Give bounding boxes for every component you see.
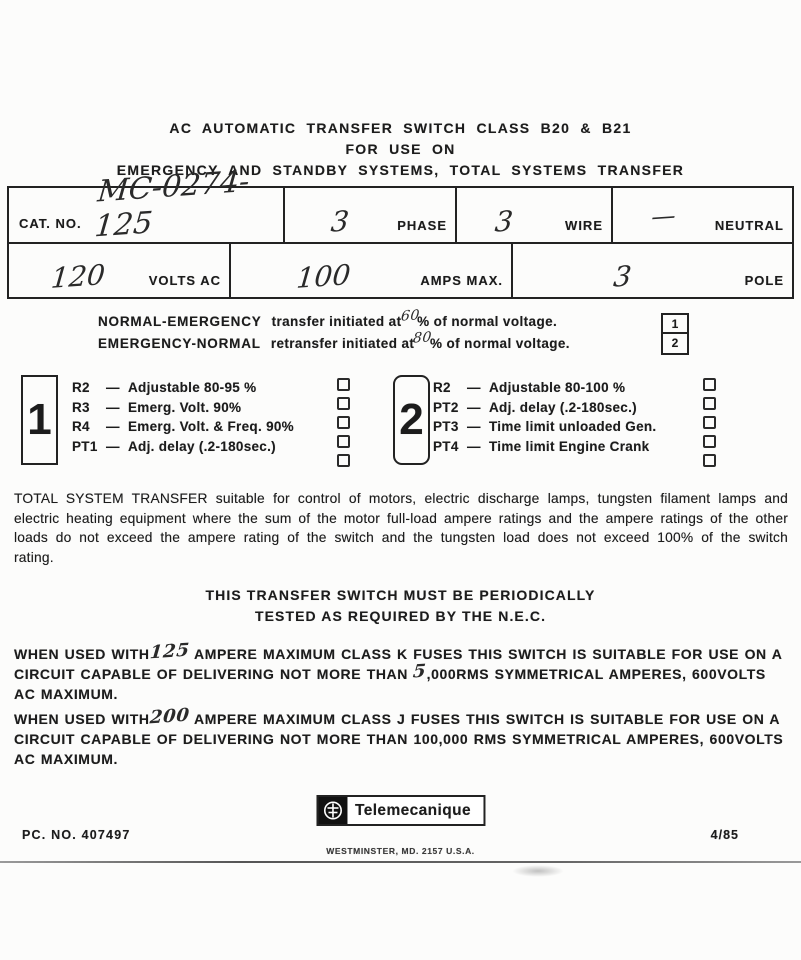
option-dash: —: [106, 438, 120, 454]
amps-value: 100: [295, 258, 352, 295]
title-line-2: FOR USE ON: [345, 141, 456, 157]
scan-smudge: [512, 865, 564, 877]
checkbox-icon: [337, 397, 350, 410]
reference-box-1: 1: [663, 315, 687, 334]
pole-label: POLE: [744, 273, 784, 288]
class-k-rms-value: 5: [412, 660, 428, 683]
volts-label: VOLTS AC: [148, 273, 221, 288]
transfer-suffix-text: % of normal voltage.: [417, 314, 558, 329]
option-code: R4: [72, 419, 90, 434]
class-j-mid: AMPERE MAXIMUM CLASS J FUSES THIS SWITCH IS SUITABLE FOR USE ON A CIRCUIT CAPABLE OF DELIVERING NOT MORE THAN 100,000 RMS SYMMETRICAL AMPERES, 600VOLTS AC MAXIMUM.: [14, 711, 784, 767]
emergency-normal-line: [98, 329, 570, 355]
bottom-rule: [0, 861, 801, 863]
wire-value: 3: [493, 204, 515, 239]
transfer-percent-value: 60: [399, 307, 420, 325]
class-k-pre: WHEN USED WITH: [14, 646, 150, 662]
option-code: PT4: [433, 438, 459, 454]
option-desc: Adj. delay (.2-180sec.): [489, 399, 637, 415]
checkbox-icon: [703, 435, 716, 448]
brand-logo-box: [316, 795, 485, 826]
option-code: PT3: [433, 419, 459, 434]
option-dash: —: [106, 419, 120, 434]
checkbox-icon: [337, 454, 350, 467]
wire-cell: [457, 188, 613, 242]
cat-no-cell: [9, 164, 285, 245]
brand-name: Telemecanique: [354, 801, 472, 819]
class-j-fuse-paragraph: [14, 704, 792, 769]
transfer-settings: [98, 307, 570, 355]
address-line: WESTMINSTER, MD. 2157 U.S.A.: [326, 846, 475, 856]
wire-label: WIRE: [565, 218, 603, 233]
periodic-line-2: TESTED AS REQUIRED BY THE N.E.C.: [254, 608, 547, 624]
retransfer-suffix-text: % of normal voltage.: [429, 336, 570, 351]
retransfer-initiated-text: retransfer initiated at: [270, 336, 415, 351]
periodic-test-notice: [0, 585, 801, 627]
option-item: [72, 398, 332, 418]
group-1-number-box: 1: [21, 375, 58, 465]
checkbox-icon: [703, 378, 716, 391]
group-2-checkboxes: [703, 378, 717, 473]
transfer-initiated-text: transfer initiated at: [271, 314, 402, 329]
cat-no-value: MC-0274-125: [93, 164, 251, 245]
neutral-label: NEUTRAL: [714, 218, 784, 233]
option-desc: Time limit unloaded Gen.: [489, 419, 657, 434]
option-dash: —: [106, 399, 120, 415]
class-k-fuse-paragraph: [14, 639, 792, 704]
checkbox-icon: [703, 416, 716, 429]
option-item: [72, 437, 332, 457]
neutral-cell: [613, 188, 792, 242]
title-block: [0, 118, 801, 181]
option-desc: Adjustable 80-100 %: [489, 380, 626, 395]
title-line-3: EMERGENCY AND STANDBY SYSTEMS, TOTAL SYSTEMS TRANSFER: [116, 162, 685, 178]
option-code: PT2: [433, 399, 459, 415]
option-code: R2: [433, 380, 451, 395]
option-item: [433, 378, 698, 398]
retransfer-percent-value: 80: [412, 329, 433, 347]
class-k-post: ,000RMS SYMMETRICAL AMPERES, 600VOLTS AC MAXIMUM.: [14, 666, 766, 702]
checkbox-icon: [703, 454, 716, 467]
normal-emergency-label: NORMAL-EMERGENCY: [98, 314, 262, 329]
class-k-mid: AMPERE MAXIMUM CLASS K FUSES THIS SWITCH IS SUITABLE FOR USE ON A CIRCUIT CAPABLE OF DELIVERING NOT MORE THAN: [14, 646, 782, 682]
group-1-options: [72, 378, 332, 456]
option-dash: —: [467, 399, 481, 415]
title-line-1: AC AUTOMATIC TRANSFER SWITCH CLASS B20 & B21: [169, 120, 632, 136]
neutral-value: —: [650, 201, 677, 231]
amps-label: AMPS MAX.: [420, 273, 503, 288]
telemecanique-logo-icon: [318, 797, 347, 824]
option-desc: Emerg. Volt. & Freq. 90%: [128, 419, 294, 434]
option-dash: —: [106, 380, 120, 395]
volts-cell: [9, 244, 231, 297]
option-dash: —: [467, 419, 481, 434]
class-j-ampere-value: 200: [148, 704, 191, 729]
total-system-transfer-paragraph: TOTAL SYSTEM TRANSFER suitable for control of motors, electric discharge lamps, tungsten filament lamps and electric heating equipment where the sum of the motor full-load ampere ratings and the ampere ratings of the other loads do not exceed the ampere rating of the switch and the tungsten load does not exceed 100% of the switch rating.: [14, 491, 788, 565]
option-code: R3: [72, 399, 90, 415]
option-dash: —: [467, 380, 481, 395]
class-k-ampere-value: 125: [148, 639, 191, 664]
option-code: PT1: [72, 438, 98, 454]
normal-emergency-line: [98, 307, 570, 333]
option-item: [433, 398, 698, 418]
option-item: [433, 437, 698, 457]
checkbox-icon: [337, 416, 350, 429]
cat-no-label: CAT. NO.: [19, 216, 82, 231]
pole-value: 3: [612, 259, 633, 294]
option-desc: Adj. delay (.2-180sec.): [128, 438, 276, 454]
group-2-options: [433, 378, 698, 456]
phase-cell: [285, 188, 457, 242]
checkbox-icon: [337, 435, 350, 448]
group-2-number-box: 2: [393, 375, 430, 465]
reference-number-boxes: [661, 313, 689, 355]
periodic-line-1: THIS TRANSFER SWITCH MUST BE PERIODICALLY: [205, 587, 596, 603]
option-desc: Adjustable 80-95 %: [128, 380, 257, 395]
phase-value: 3: [329, 204, 351, 239]
phase-label: PHASE: [397, 218, 447, 233]
group-1-checkboxes: [337, 378, 351, 473]
ratings-row-2: [9, 244, 792, 297]
option-code: R2: [72, 380, 90, 395]
option-item: [72, 378, 332, 398]
revision-date: 4/85: [710, 828, 739, 842]
emergency-normal-label: EMERGENCY-NORMAL: [98, 336, 261, 351]
pc-number: PC. NO. 407497: [22, 828, 131, 842]
pole-cell: [513, 244, 792, 297]
checkbox-icon: [337, 378, 350, 391]
option-desc: Time limit Engine Crank: [489, 438, 650, 454]
class-j-pre: WHEN USED WITH: [14, 711, 150, 727]
option-desc: Emerg. Volt. 90%: [128, 399, 242, 415]
option-item: [72, 417, 332, 437]
option-item: [433, 417, 698, 437]
option-dash: —: [467, 438, 481, 454]
amps-cell: [231, 244, 513, 297]
checkbox-icon: [703, 397, 716, 410]
volts-value: 120: [49, 258, 107, 295]
reference-box-2: 2: [671, 336, 679, 350]
